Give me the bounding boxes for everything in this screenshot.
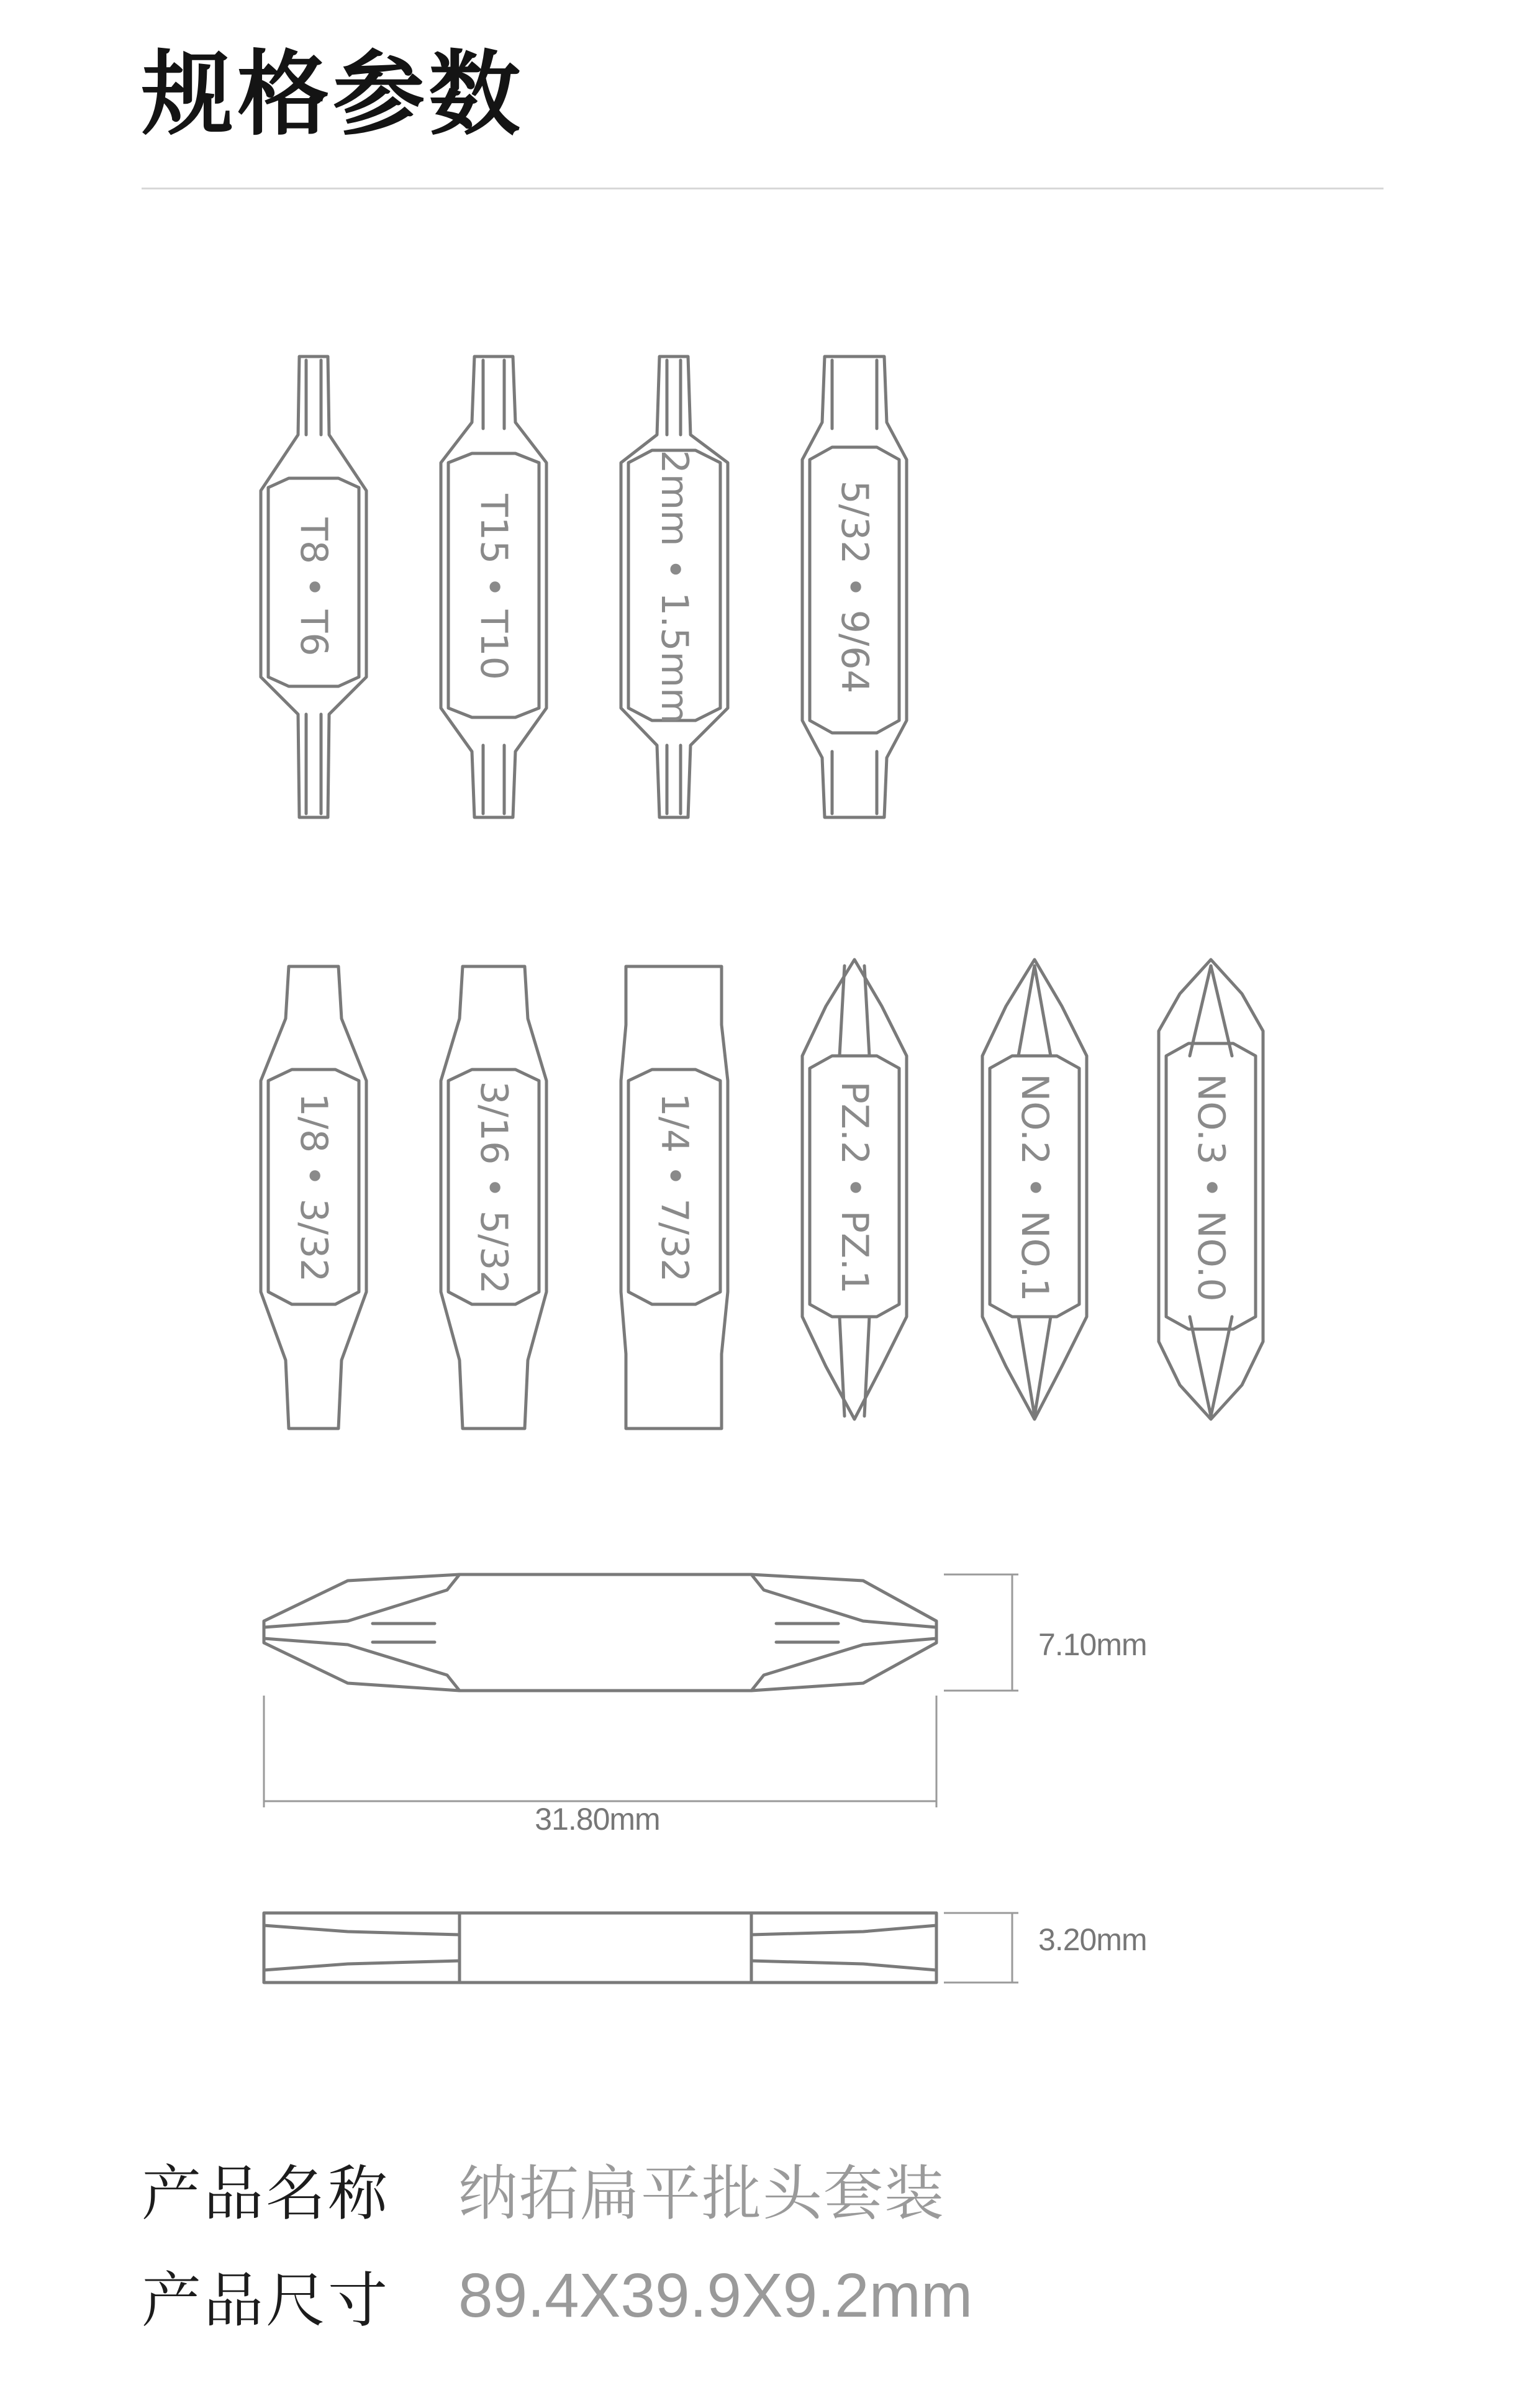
dimension-thickness-label: 3.20mm [1038,1922,1147,1957]
bit-label-3-16-5-32: 3/16 • 5/32 [472,1081,515,1294]
spec-key-product-size: 产品尺寸 [142,2265,390,2335]
bit-edge-view [264,1913,936,1983]
spec-value-product-size: 89.4X39.9X9.2mm [458,2260,973,2330]
bit-label-1-8-3-32: 1/8 • 3/32 [292,1093,335,1283]
spec-key-product-name: 产品名称 [142,2158,390,2228]
spec-row-product-name [142,2145,945,2232]
spec-row-product-size [142,2252,972,2339]
bit-top-view [264,1574,936,1691]
bit-label-5-32-9-64: 5/32 • 9/64 [833,480,876,694]
bit-label-2mm-1-5mm: 2mm • 1.5mm [653,450,696,724]
bit-label-1-4-7-32: 1/4 • 7/32 [653,1093,696,1283]
spec-value-product-name: 纳拓扁平批头套装 [458,2158,945,2228]
dimension-lines [264,1574,1018,1983]
bit-label-t15-t10: T15 • T10 [472,494,515,680]
dimension-width-label: 7.10mm [1038,1627,1147,1662]
bit-label-no3-no0: NO.3 • NO.0 [1189,1073,1233,1302]
bit-label-t8-t6: T8 • T6 [292,517,335,656]
page-title: 规格参数 [142,41,524,148]
dimension-length-label: 31.80mm [535,1802,660,1837]
bit-label-pz2-pz1: PZ.2 • PZ.1 [833,1081,876,1294]
bit-label-no2-no1: NO.2 • NO.1 [1013,1073,1056,1302]
